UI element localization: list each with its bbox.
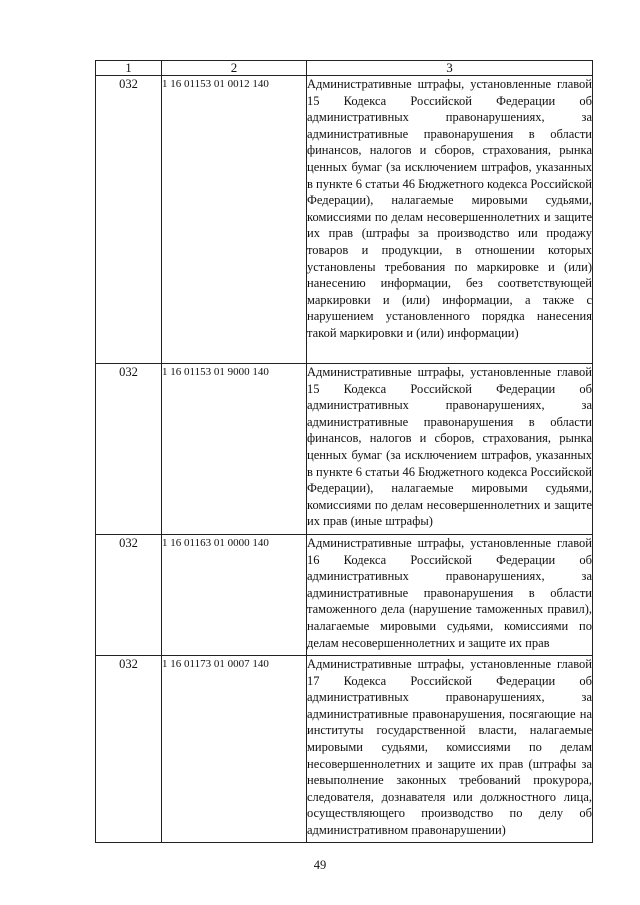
description-cell: Административные штрафы, установленные главой 15 Кодекса Российской Федерации об административных правонарушениях, за административные правонарушения в области финансов, налогов и сборов, страхования, рынка ценных бумаг (за исключением штрафов, указанных в пункте 6 статьи 46 Бюджетного кодекса Российской Федерации), налагаемые мировыми судьями, комиссиями по делам несовершеннолетних и защите их прав (штрафы за производство или продажу товаров и продукции, в отношении которых установлены требования по маркировке и (или) нанесению информации, без соответствующей маркировки и (или) информации, а также с нарушением установленного порядка нанесения такой маркировки и (или) информации)	[307, 76, 593, 364]
table-row	[96, 364, 593, 535]
table-row	[96, 656, 593, 843]
table-row	[96, 535, 593, 656]
description-cell: Административные штрафы, установленные главой 15 Кодекса Российской Федерации об административных правонарушениях, за административные правонарушения в области финансов, налогов и сборов, страхования, рынка ценных бумаг (за исключением штрафов, указанных в пункте 6 статьи 46 Бюджетного кодекса Российской Федерации), налагаемые мировыми судьями, комиссиями по делам несовершеннолетних и защите их прав (иные штрафы)	[307, 364, 593, 535]
column-header-2: 2	[162, 61, 307, 76]
budget-code-cell: 1 16 01153 01 0012 140	[162, 76, 307, 364]
description-cell: Административные штрафы, установленные главой 16 Кодекса Российской Федерации об административных правонарушениях, за административные правонарушения в области таможенного дела (нарушение таможенных правил), налагаемые мировыми судьями, комиссиями по делам несовершеннолетних и защите их прав	[307, 535, 593, 656]
page-number: 49	[313, 858, 327, 872]
budget-code-cell: 1 16 01163 01 0000 140	[162, 535, 307, 656]
column-header-3: 3	[307, 61, 593, 76]
budget-code-cell: 1 16 01173 01 0007 140	[162, 656, 307, 843]
description-cell: Административные штрафы, установленные главой 17 Кодекса Российской Федерации об административных правонарушениях, за административные правонарушения, посягающие на институты государственной власти, налагаемые мировыми судьями, комиссиями по делам несовершеннолетних и защите их прав (штрафы за невыполнение законных требований прокурора, следователя, дознавателя или должностного лица, осуществляющего производство по делу об административном правонарушении)	[307, 656, 593, 843]
table-row	[96, 76, 593, 364]
administrator-code-cell: 032	[96, 535, 162, 656]
administrator-code-cell: 032	[96, 656, 162, 843]
budget-codes-table	[95, 60, 593, 843]
administrator-code-cell: 032	[96, 76, 162, 364]
budget-code-cell: 1 16 01153 01 9000 140	[162, 364, 307, 535]
administrator-code-cell: 032	[96, 364, 162, 535]
column-header-1: 1	[96, 61, 162, 76]
table-header-row	[96, 61, 593, 76]
